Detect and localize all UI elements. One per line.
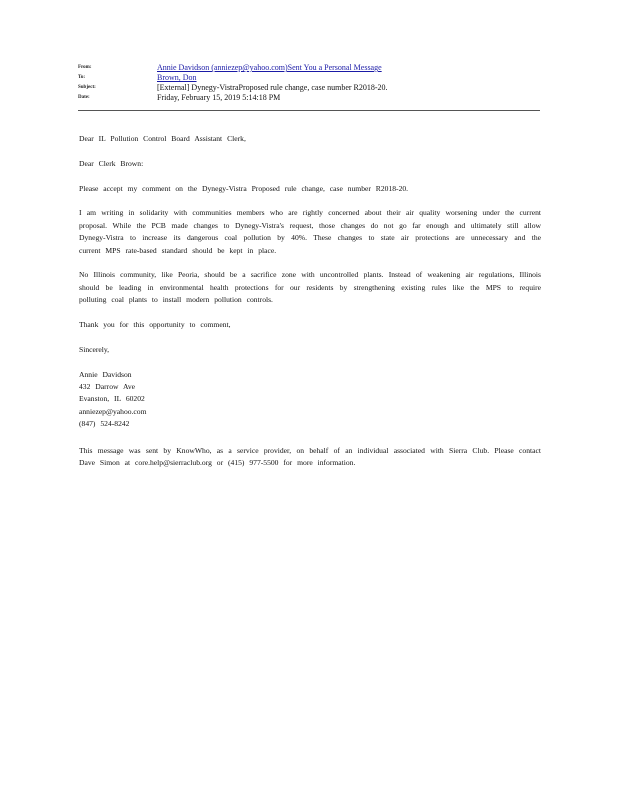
subject-value: [External] Dynegy-VistraProposed rule change, case number R2018-20. (157, 83, 388, 92)
signature-block (79, 369, 541, 431)
comment-intro: Please accept my comment on the Dynegy-Vistra Proposed rule change, case number R2018-20. (79, 183, 409, 193)
message-body (79, 133, 541, 482)
signature-email: anniezep@yahoo.com (79, 406, 147, 416)
subject-row (78, 83, 540, 93)
signature-city: Evanston, IL 60202 (79, 394, 145, 404)
to-label: To: (78, 75, 86, 80)
footer-notice: This message was sent by KnowWho, as a service provider, on behalf of an individual associated with Sierra Club. Please contact Dave Simon at core.help@sierraclub.org or (415) 977-5500 for more information. (79, 445, 541, 467)
thanks-line: Thank you for this opportunity to comment, (79, 320, 231, 330)
greeting-board: Dear IL Pollution Control Board Assistant Clerk, (79, 134, 246, 143)
from-label: From: (78, 65, 92, 70)
from-link[interactable]: Annie Davidson (anniezep@yahoo.com)Sent You a Personal Message (157, 63, 382, 72)
closing-line: Sincerely, (79, 344, 110, 354)
from-row (78, 63, 540, 73)
to-link[interactable]: Brown, Don (157, 73, 197, 82)
greeting-clerk: Dear Clerk Brown: (79, 158, 144, 168)
header-divider (78, 110, 540, 111)
to-row (78, 73, 540, 83)
date-row (78, 93, 540, 103)
signature-name: Annie Davidson (79, 369, 132, 379)
date-value: Friday, February 15, 2019 5:14:18 PM (157, 93, 281, 102)
paragraph-community: No Illinois community, like Peoria, should be a sacrifice zone with uncontrolled plants. Instead of weakening air regulations, Illinois should be leading in environmental health protections for our residents by strengthening existing rules like the MPS to require polluting coal plants to install modern pollution controls. (79, 270, 541, 305)
date-label: Date: (78, 95, 90, 100)
signature-street: 432 Darrow Ave (79, 382, 136, 391)
signature-phone: (847) 524-8242 (79, 419, 130, 429)
subject-label: Subject: (78, 85, 96, 90)
email-header (78, 63, 540, 103)
paragraph-solidarity: I am writing in solidarity with communities members who are rightly concerned about their air quality worsening under the current proposal. While the PCB made changes to Dynegy-Vistra's request, those changes do not go far enough and ultimately still allow Dynegy-Vistra to increase its dangerous coal pollution by 40%. These changes to state air protections are unnecessary and the current MPS rate-based standard should be kept in place. (79, 208, 541, 255)
